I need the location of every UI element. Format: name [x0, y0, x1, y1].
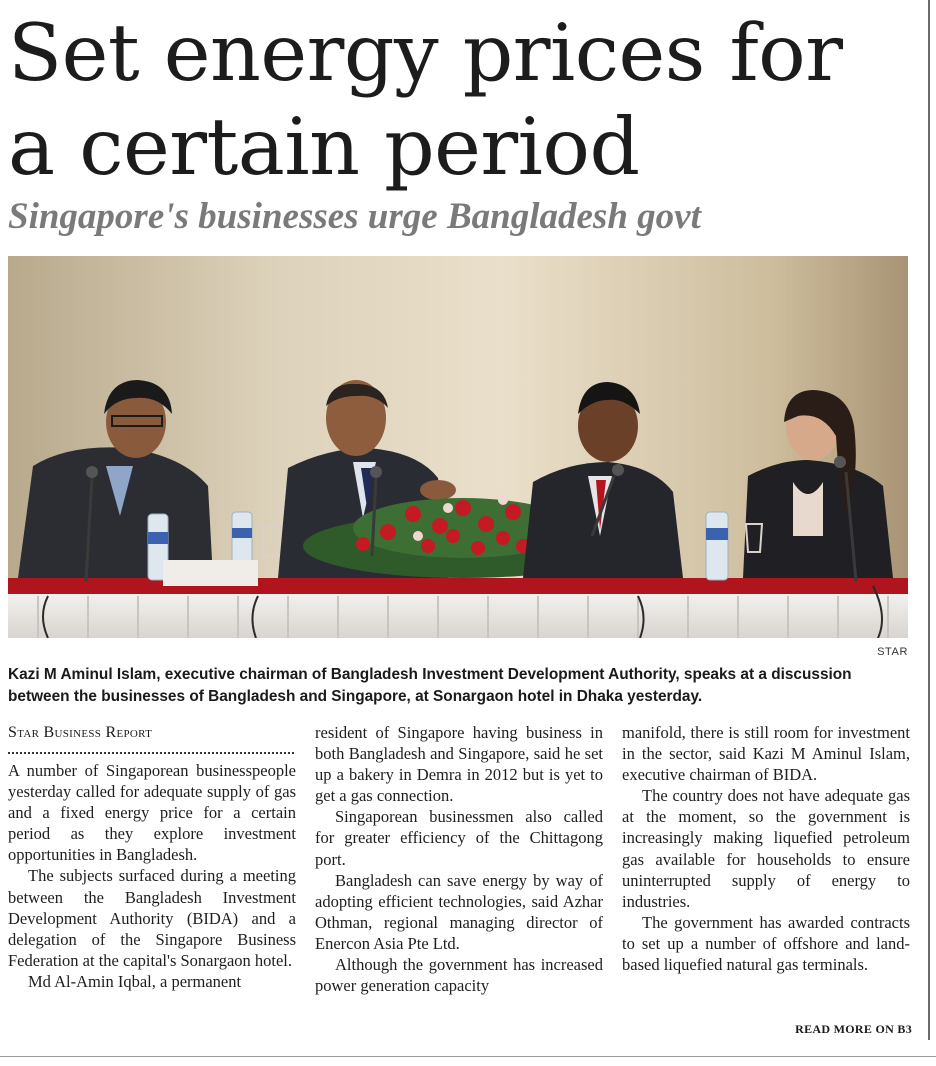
column-3	[622, 722, 910, 975]
read-more-link[interactable]: READ MORE ON B3	[795, 1022, 912, 1036]
paragraph: Singaporean businessmen also called for greater efficiency of the Chittagong port.	[315, 807, 603, 869]
news-photo	[8, 256, 908, 638]
photo-credit: STAR	[877, 646, 908, 658]
paragraph: Although the government has increased power generation capacity	[315, 955, 603, 996]
bottom-rule	[0, 1056, 936, 1057]
paragraph: The subjects surfaced during a meeting between the Bangladesh Investment Development Authority (BIDA) and a delegation of the Singapore Business Federation at the capital's Sonargaon hotel.	[8, 866, 296, 970]
paragraph: The government has awarded contracts to set up a number of offshore and land-based liquefied natural gas terminals.	[622, 912, 910, 975]
headline: Set energy prices for a certain period	[8, 7, 843, 193]
photo-caption: Kazi M Aminul Islam, executive chairman of Bangladesh Investment Development Authority, speaks at a discussion between the businesses of Bangladesh and Singapore, at Sonargaon hotel in Dhaka yesterday.	[8, 666, 852, 705]
column-2	[315, 722, 603, 996]
paragraph: Md Al-Amin Iqbal, a permanent	[28, 971, 242, 991]
paragraph: resident of Singapore having business in both Bangladesh and Singapore, said he set up a bakery in Demra in 2012 but is yet to get a gas connection.	[315, 723, 603, 806]
paragraph: Bangladesh can save energy by way of adopting efficient technologies, said Azhar Othman, regional managing director of Enercon Asia Pte Ltd.	[315, 870, 603, 953]
column-rule	[928, 0, 930, 1040]
paragraph: manifold, there is still room for investment in the sector, said Kazi M Aminul Islam, executive chairman of BIDA.	[622, 723, 910, 785]
byline: Star Business Report	[8, 724, 153, 741]
subheadline: Singapore's businesses urge Bangladesh govt	[8, 196, 701, 237]
paragraph: A number of Singaporean businesspeople yesterday called for adequate supply of gas and a fixed energy price for a certain period as they explore investment opportunities in Bangladesh.	[8, 761, 296, 865]
dotted-divider	[8, 750, 294, 754]
paragraph: The country does not have adequate gas at the moment, so the government is increasingly making liquefied petroleum gas available for households to ensure uninterrupted supply of energy to industries.	[622, 786, 910, 911]
column-1	[8, 722, 296, 992]
article-body	[8, 722, 912, 1046]
